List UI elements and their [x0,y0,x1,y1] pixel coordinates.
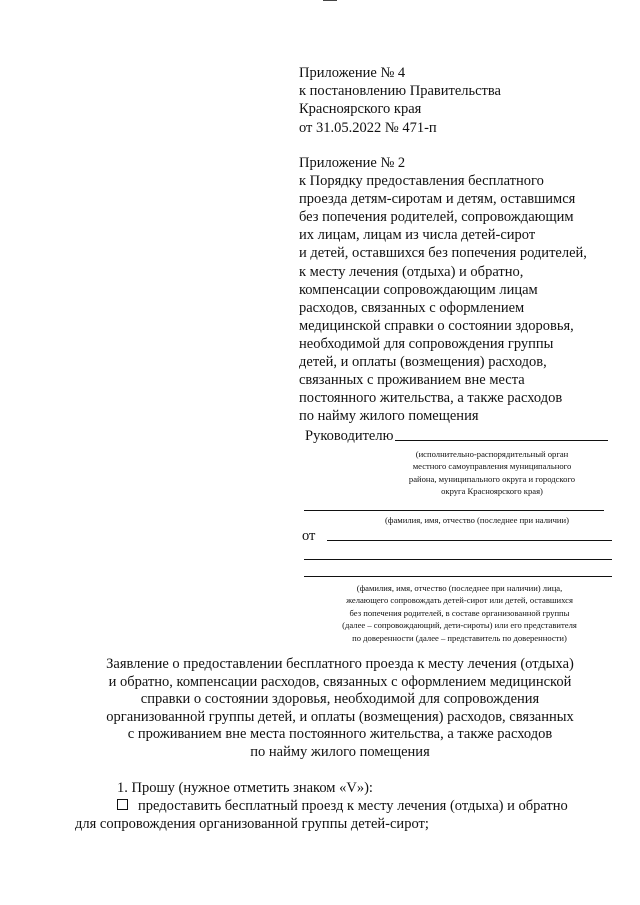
statement-title-line: справки о состоянии здоровья, необходимой для сопровождения [140,691,540,708]
from-caption [307,582,612,644]
appendix-2-line: расходов, связанных с оформлением [299,299,525,316]
appendix-2-header [299,154,619,425]
statement-title-line: с проживанием вне места постоянного жительства, а также расходов [127,726,553,743]
appendix-2-line: необходимой для сопровождения группы [299,335,554,352]
option-free-travel-cont: для сопровождения организованной группы детей-сирот; [75,816,429,832]
name-caption: (фамилия, имя, отчество (последнее при наличии) [385,514,569,525]
statement-title [60,656,620,762]
appendix-2-line: компенсации сопровождающим лицам [299,281,538,298]
appendix-4-line: Красноярского края [299,101,422,118]
appendix-2-line: постоянного жительства, а также расходов [299,390,563,407]
appendix-4-header [299,64,619,137]
appendix-4-line: к постановлению Правительства [299,83,501,100]
from-caption-line: без попечения родителей, в составе организованной группы [349,607,570,618]
head-caption [372,448,612,498]
appendix-2-line: проезда детям-сиротам и детям, оставшимся [299,191,576,208]
head-label: Руководителю [305,428,394,444]
appendix-2-line: к месту лечения (отдыха) и обратно, [299,263,524,280]
option-free-travel [117,798,568,815]
appendix-2-line: по найму жилого помещения [299,408,479,425]
head-caption-line: местного самоуправления муниципального [412,461,572,472]
name-fill-line[interactable] [304,510,604,511]
from-fill-line-2[interactable] [304,559,612,560]
appendix-2-line: к Порядку предоставления бесплатного [299,173,544,190]
appendix-2-line: Приложение № 2 [299,155,406,171]
statement-title-line: по найму жилого помещения [250,743,430,760]
top-dash-mark [323,0,337,1]
appendix-2-line: без попечения родителей, сопровождающим [299,209,574,226]
appendix-2-line: связанных с проживанием вне места [299,372,525,389]
addressee-block [302,428,612,644]
appendix-2-line: и детей, оставшихся без попечения родителей, [299,245,587,262]
appendix-4-line: Приложение № 4 [299,65,406,81]
statement-title-line: и обратно, компенсации расходов, связанных с оформлением медицинской [108,673,572,690]
statement-title-line: Заявление о предоставлении бесплатного проезда к месту лечения (отдыха) [106,656,574,672]
head-caption-line: округа Красноярского края) [441,486,543,497]
from-caption-line: (далее – сопровождающий, дети-сироты) или его представителя [342,620,577,631]
statement-title-line: организованной группы детей, и оплаты (возмещения) расходов, связанных [106,708,574,725]
from-fill-line-3[interactable] [304,576,612,577]
from-fill-line[interactable] [327,539,612,541]
item-1-heading: 1. Прошу (нужное отметить знаком «V»): [117,780,373,796]
appendix-2-line: их лицам, лицам из числа детей-сирот [299,227,536,244]
appendix-2-line: медицинской справки о состоянии здоровья, [299,317,574,334]
head-caption-line: района, муниципального округа и городского [408,473,576,484]
option-free-travel-checkbox[interactable] [117,799,128,810]
appendix-2-line: детей, и оплаты (возмещения) расходов, [299,354,547,371]
from-caption-line: по доверенности (далее – представитель по доверенности) [352,632,567,643]
from-caption-line: (фамилия, имя, отчество (последнее при наличии) лица, [356,583,563,594]
from-caption-line: желающего сопровождать детей-сирот или детей, оставшихся [346,595,573,606]
head-caption-line: (исполнительно-распорядительный орган [415,449,569,459]
option-free-travel-text: предоставить бесплатный проезд к месту лечения (отдыха) и обратно [138,798,568,814]
appendix-4-line: от 31.05.2022 № 471-п [299,119,437,136]
from-label: от [302,528,316,545]
head-fill-line[interactable] [395,439,608,441]
